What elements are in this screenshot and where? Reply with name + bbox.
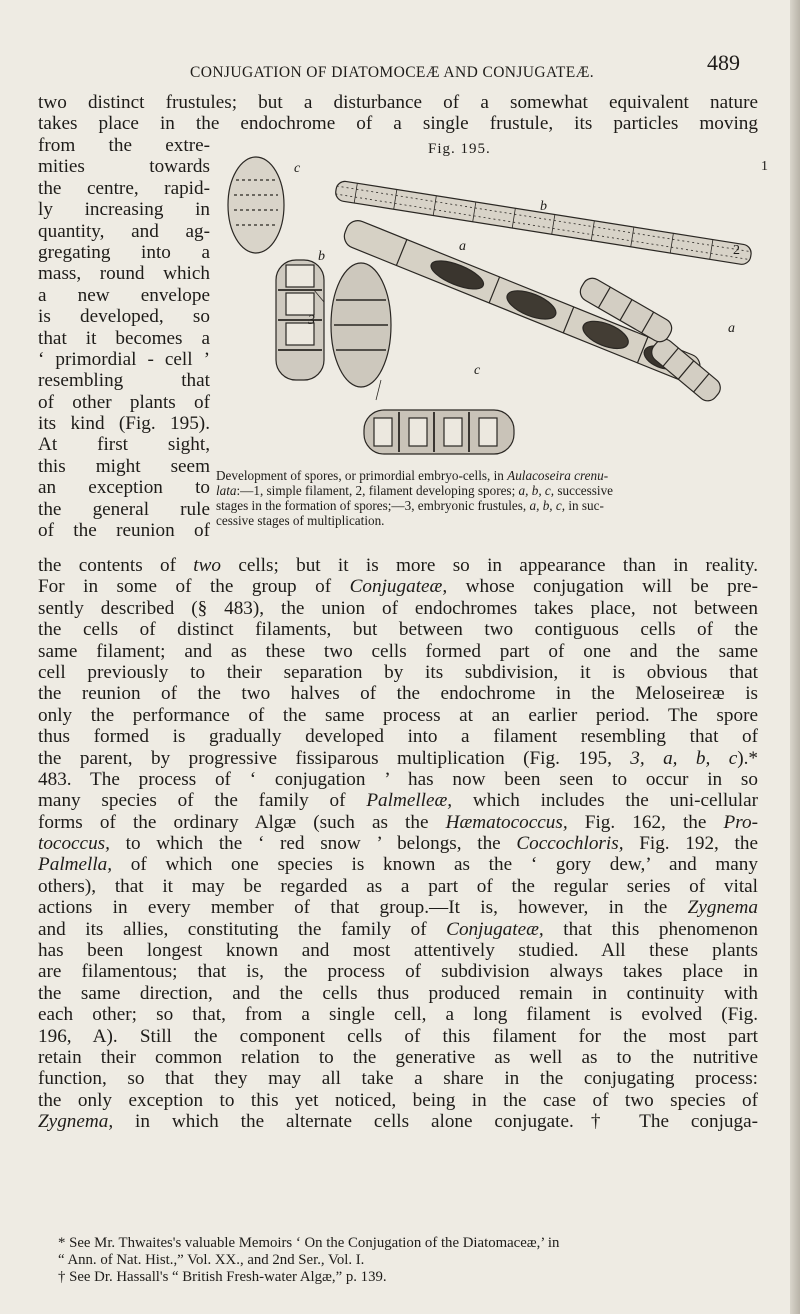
caption-line: Development of spores, or primordial embryo-cells, in Aulacoseira crenu- [216,468,609,483]
text-line: same filament; and as these two cells formed part of one and the same [38,640,758,662]
text-line: For in some of the group of Conjugateæ, whose conjugation will be pre- [38,576,758,598]
page-header [0,50,800,80]
footnote-line: “ Ann. of Nat. Hist.,” Vol. XX., and 2nd Ser., Vol. I. [58,1252,365,1268]
intro-paragraph [38,92,758,135]
text-line: retain their common relation to the generative as well as to the nutritive [38,1046,758,1068]
text-line: the only exception to this yet noticed, being in the case of two species of [38,1089,758,1111]
page-edge [790,0,800,1314]
text-line: function, so that they may all take a share in the conjugating process: [38,1068,758,1090]
footnote-line: * See Mr. Thwaites's valuable Memoirs ‘ On the Conjugation of the Diatomaceæ,’ in [58,1235,560,1251]
text-line: a new envelope [38,284,210,306]
text-line: this might seem [38,455,210,477]
text-line: from the extre- [38,135,210,156]
text-line: forms of the ordinary Algæ (such as the Hæmatococcus, Fig. 162, the Pro- [38,811,758,833]
text-line: two distinct frustules; but a disturbance of a somewhat equivalent nature [38,92,758,113]
embryonic-frustule-left [228,157,284,253]
label-c: c [294,161,301,176]
text-line: tococcus, to which the ‘ red snow ’ belongs, the Coccochloris, Fig. 192, the [38,833,758,855]
label-3: 3 [308,313,315,328]
text-line: only the performance of the same process at an earlier period. The spore [38,704,758,726]
text-line: the reunion of the two halves of the endochrome in the Meloseireæ is [38,683,758,705]
text-line: of the reunion of [38,520,210,542]
text-line: gregating into a [38,241,210,263]
text-line: takes place in the endochrome of a single frustule, its particles moving [38,113,758,135]
text-line: sently described (§ 483), the union of endochromes takes place, not between [38,597,758,619]
text-line: the contents of two cells; but it is more so in appearance than in reality. [38,555,758,576]
embryonic-frustule-column [276,260,324,380]
text-line: quantity, and ag- [38,220,210,242]
text-line: At first sight, [38,434,210,456]
label-b: b [540,199,547,214]
text-line: the cells of distinct filaments, but between two contiguous cells of the [38,619,758,641]
text-line: many species of the family of Palmelleæ, which includes the uni-cellular [38,790,758,812]
text-line: is developed, so [38,306,210,328]
wrapped-column-text [38,135,210,541]
text-line: resembling that [38,370,210,392]
page-number: 489 [707,50,740,75]
text-line: others), that it may be regarded as a part of the regular series of vital [38,875,758,897]
footnotes [58,1235,758,1286]
embryonic-frustule-middle [331,263,391,387]
label-c: c [474,363,481,378]
caption-line: lata:—1, simple filament, 2, filament developing spores; a, b, c, successive [216,483,614,498]
text-line: the general rule [38,498,210,520]
figure-caption [216,468,776,528]
text-line: 483. The process of ‘ conjugation ’ has now been seen to occur in so [38,768,758,790]
text-line: are filamentous; that is, the process of subdivision always takes place in [38,961,758,983]
aulacoseira-illustration [216,150,776,468]
text-line: an exception to [38,477,210,499]
text-line: 196, A). Still the component cells of this filament for the most part [38,1025,758,1047]
text-line: the parent, by progressive fissiparous multiplication (Fig. 195, 3, a, b, c).* [38,747,758,769]
caption-line: stages in the formation of spores;—3, embryonic frustules, a, b, c, in suc- [216,498,604,513]
caption-line: cessive stages of multiplication. [216,513,385,528]
text-line: mities towards [38,156,210,178]
text-line: the same direction, and the cells thus produced remain in continuity with [38,982,758,1004]
text-line: mass, round which [38,263,210,285]
text-line: ly increasing in [38,199,210,221]
label-1: 1 [761,159,768,174]
body-text [38,555,758,1133]
text-line: actions in every member of that group.—It is, however, in the Zygnema [38,897,758,919]
text-line: Palmella, of which one species is known as the ‘ gory dew,’ and many [38,854,758,876]
figure-label: Fig. 195. [428,141,491,157]
text-line: its kind (Fig. 195). [38,413,210,435]
text-line: and its allies, constituting the family of Conjugateæ, that this phenomenon [38,918,758,940]
text-line: of other plants of [38,391,210,413]
text-line: the centre, rapid- [38,177,210,199]
running-title: CONJUGATION OF DIATOMOCEÆ AND CONJUGATEÆ. [190,64,595,81]
label-b: b [318,249,325,264]
text-line: cell previously to their separation by its subdivision, it is obvious that [38,661,758,683]
label-a: a [459,239,466,254]
label-2: 2 [733,243,740,258]
label-a: a [728,321,735,336]
text-line: ‘ primordial - cell ’ [38,348,210,370]
text-line: has been longest known and most attentively studied. All these plants [38,940,758,962]
text-line: Zygnema, in which the alternate cells alone conjugate.† The conjuga- [38,1111,758,1133]
text-line: each other; so that, from a single cell, a long filament is evolved (Fig. [38,1004,758,1026]
text-line: thus formed is gradually developed into a filament resembling that of [38,726,758,748]
text-line: that it becomes a [38,327,210,349]
footnote-line: † See Dr. Hassall's “ British Fresh-water Algæ,” p. 139. [58,1269,387,1285]
embryonic-frustule-chain [364,410,514,454]
